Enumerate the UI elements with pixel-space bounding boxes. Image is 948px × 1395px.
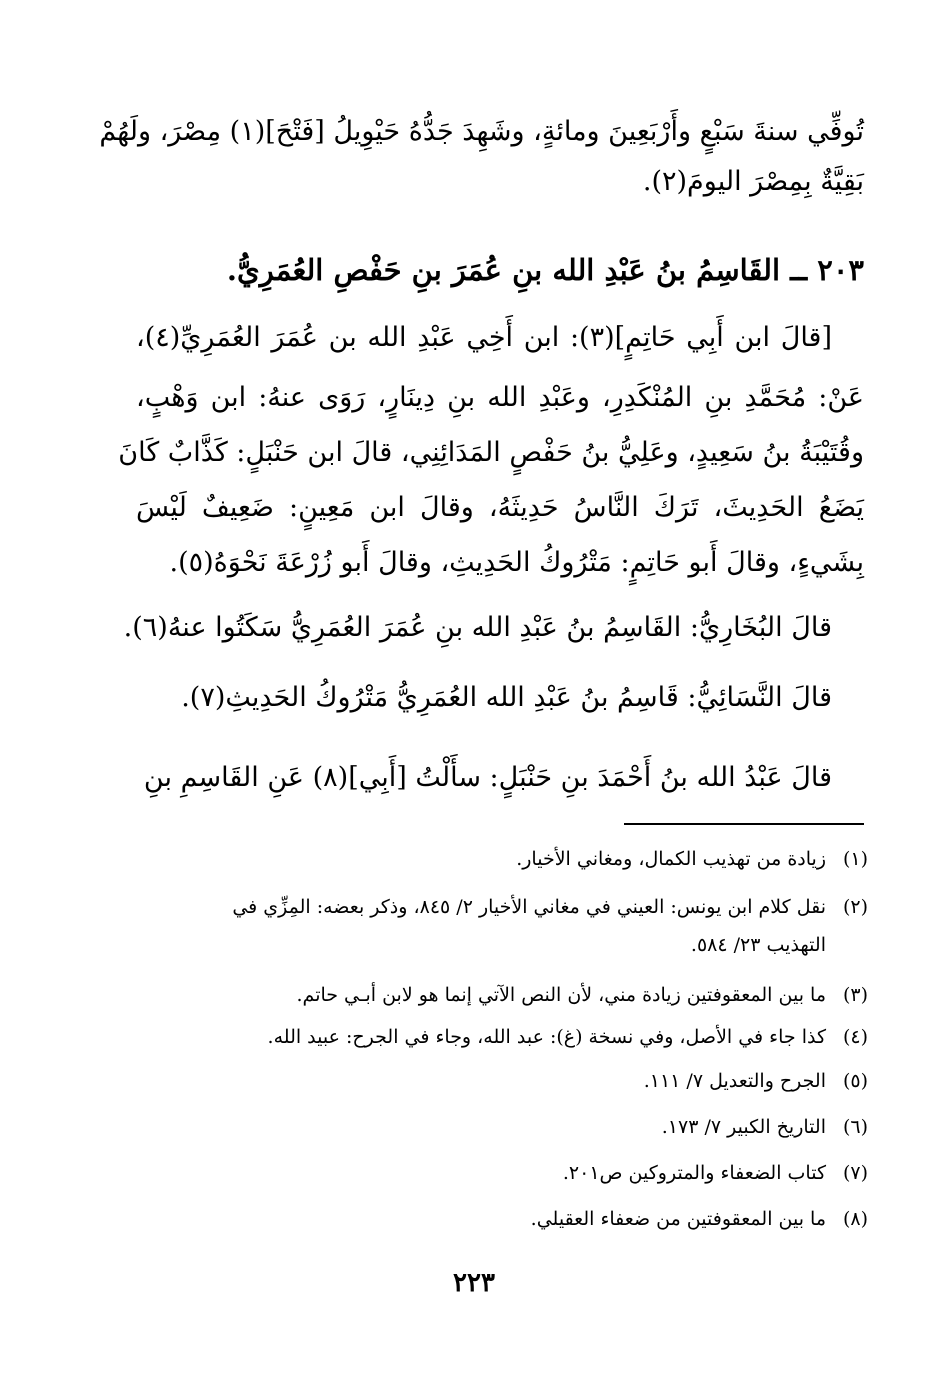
footnote-text: ما بين المعقوفتين زيادة مني، لأن النص الآتي إنما هو لابن أبـي حاتم. — [296, 984, 826, 1006]
footnote — [136, 1022, 868, 1052]
footnote-text: زيادة من تهذيب الكمال، ومغاني الأخيار. — [516, 848, 826, 870]
footnote-text: الجرح والتعديل ٧/ ١١١. — [643, 1070, 826, 1092]
footnote-continuation: التهذيب ٢٣/ ٥٨٤. — [690, 934, 826, 956]
body-line: قالَ عَبْدُ الله بنُ أَحْمَدَ بنِ حَنْبَلٍ: سأَلْتُ [أَبِي](٨) عَنِ القَاسِمِ بنِ — [143, 762, 832, 793]
footnote — [136, 1112, 868, 1142]
footnote — [136, 892, 868, 922]
footnote-text: كذا جاء في الأصل، وفي نسخة (غ): عبد الله، وجاء في الجرح: عبيد الله. — [267, 1026, 826, 1048]
footnote-number: (٨) — [842, 1208, 868, 1230]
body-line: قالَ البُخَارِيُّ: القَاسِمُ بنُ عَبْدِ الله بنِ عُمَرَ العُمَرِيُّ سَكَتُوا عنهُ(٦). — [123, 612, 832, 643]
body-line: تُوفِّي سنةَ سَبْعٍ وأَرْبَعِينَ ومائةٍ، وشَهِدَ جَدُّهُ حَيْوِيلُ [فَتْحَ](١) مِصْرَ، ولَهُمْ — [99, 116, 864, 147]
footnote — [136, 1066, 868, 1096]
footnote-number: (٧) — [842, 1162, 868, 1184]
footnote-number: (٢) — [842, 896, 868, 918]
footnote-text: ما بين المعقوفتين من ضعفاء العقيلي. — [530, 1208, 826, 1230]
footnote — [136, 844, 868, 874]
footnote-number: (٦) — [842, 1116, 868, 1138]
body-line: وقُتَيْبَةُ بنُ سَعِيدٍ، وعَلِيُّ بنُ حَفْصٍ المَدَائِنِي، قالَ ابن حَنْبَلٍ: كَذَّابٌ كَانَ — [118, 437, 864, 468]
footnote — [136, 980, 868, 1010]
body-line: عَنْ: مُحَمَّدِ بنِ المُنْكَدِرِ، وعَبْدِ الله بنِ دِينَارٍ، رَوَى عنهُ: ابن وَهْبٍ، — [136, 382, 864, 413]
footnote-number: (٤) — [842, 1026, 868, 1048]
body-line: يَضَعُ الحَدِيثَ، تَرَكَ النَّاسُ حَدِيثَهُ، وقالَ ابن مَعِينٍ: ضَعِيفٌ لَيْسَ — [136, 492, 864, 523]
footnote — [136, 1204, 868, 1234]
footnote — [136, 1158, 868, 1188]
footnote-number: (٣) — [842, 984, 868, 1006]
footnote-separator — [624, 823, 864, 825]
body-line: قالَ النَّسَائِيُّ: قَاسِمُ بنُ عَبْدِ الله العُمَرِيُّ مَتْرُوكُ الحَدِيثِ(٧). — [181, 682, 832, 713]
body-line: بِشَيءٍ، وقالَ أَبو حَاتِمٍ: مَتْرُوكُ الحَدِيثِ، وقالَ أَبو زُرْعَةَ نَحْوَهُ(٥). — [169, 547, 864, 578]
footnote-text: التاريخ الكبير ٧/ ١٧٣. — [661, 1116, 826, 1138]
entry-heading: ٢٠٣ ــ القَاسِمُ بنُ عَبْدِ الله بنِ عُمَرَ بنِ حَفْصِ العُمَرِيُّ. — [226, 253, 864, 287]
body-line: [قالَ ابن أَبِي حَاتِمٍ](٣): ابن أَخِي عَبْدِ الله بن عُمَرَ العُمَرِيِّ(٤)، — [136, 322, 832, 353]
footnote-number: (١) — [842, 848, 868, 870]
footnote-number: (٥) — [842, 1070, 868, 1092]
footnote-text: نقل كلام ابن يونس: العيني في مغاني الأخيار ٢/ ٨٤٥، وذكر بعضه: المِزِّي في — [232, 896, 826, 918]
body-line: بَقِيَّةٌ بِمِصْرَ اليومَ(٢). — [642, 166, 864, 197]
footnote-text: كتاب الضعفاء والمتروكين ص٢٠١. — [562, 1162, 826, 1184]
page-number: ٢٢٣ — [453, 1268, 495, 1298]
